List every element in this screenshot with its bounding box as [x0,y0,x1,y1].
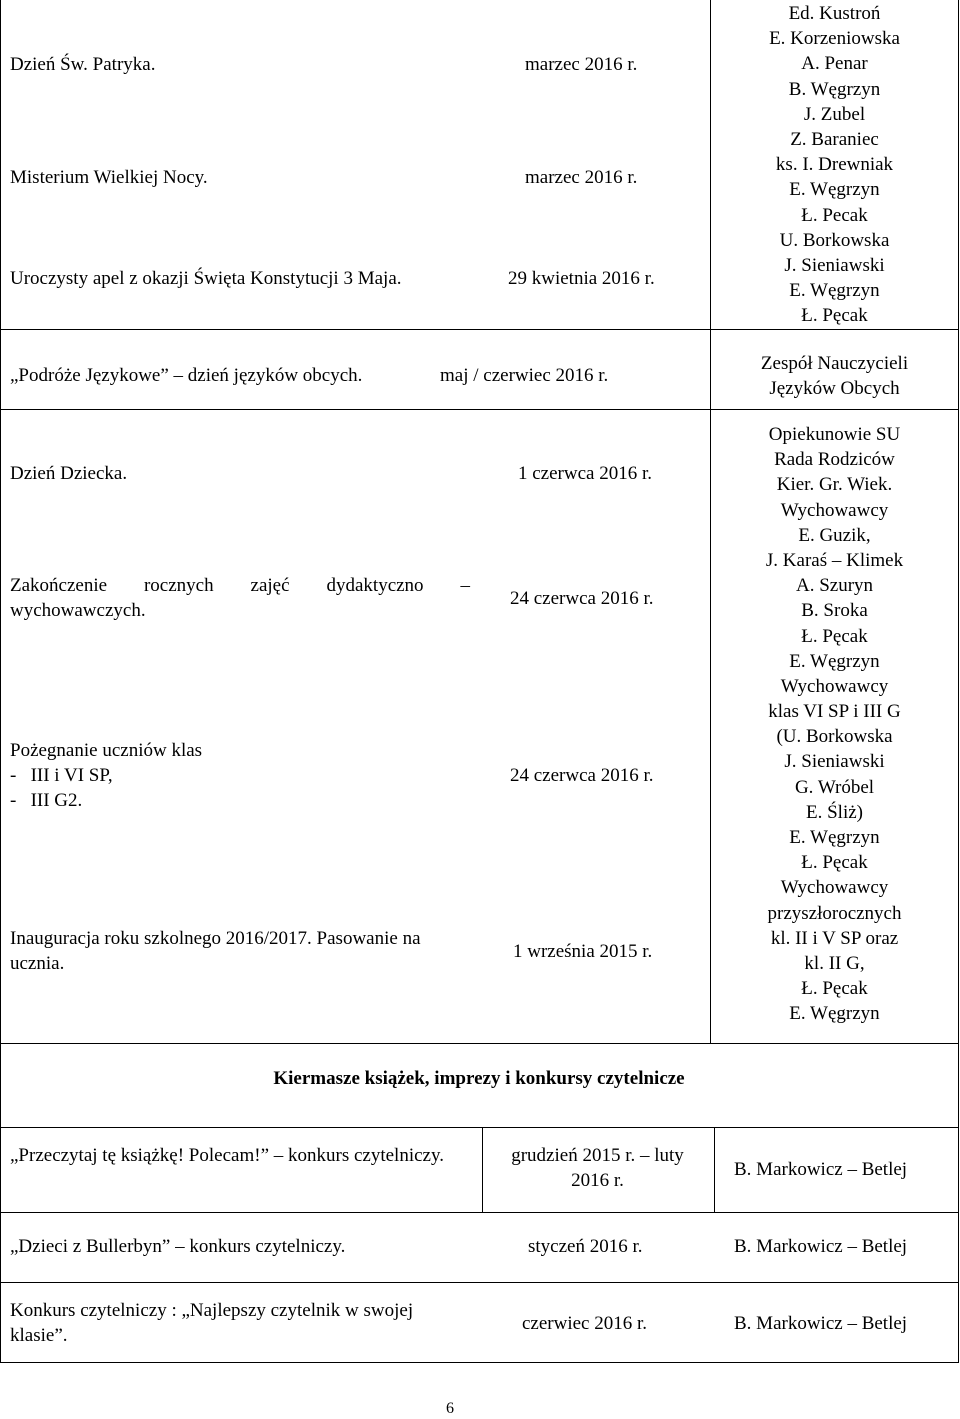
responsible-name: E. Korzeniowska [769,28,900,50]
responsible-list-top [711,1,958,328]
event-childrens-day: Dzień Dziecka. [10,463,128,484]
responsible-name: Języków Obcych [769,378,900,400]
responsible-name: Ł. Pecak [801,204,868,226]
event-end-of-year: Zakończenie rocznych zajęć dydaktyczno – wychowawczych. [10,575,470,621]
event-inauguration: Inauguracja roku szkolnego 2016/2017. Pasowanie na ucznia. [10,928,421,974]
responsible-name: Ł. Pęcak [801,305,868,327]
responsible-name: Ł. Pęcak [801,625,868,647]
person-bullerbyn: B. Markowicz – Betlej [734,1236,908,1257]
event-bullerbyn: „Dzieci z Bullerbyn” – konkurs czytelniczy. [10,1236,346,1257]
responsible-name: G. Wróbel [794,776,875,798]
responsible-name: J. Sieniawski [784,751,885,773]
responsible-name: Ł. Pęcak [801,978,868,1000]
responsible-name: E. Węgrzyn [789,179,880,201]
responsible-name: A. Szuryn [795,575,874,597]
farewell-item: - III i VI SP, [10,765,113,786]
event-language-day: „Podróże Językowe” – dzień języków obcych. [10,365,363,386]
responsible-name: J. Karaś – Klimek [765,549,904,571]
person-best-reader: B. Markowicz – Betlej [734,1313,908,1334]
responsible-name: J. Sieniawski [784,254,885,276]
responsible-name: Wychowawcy [780,877,889,899]
event-read-this-book: „Przeczytaj tę książkę! Polecam!” – konkurs czytelniczy. [10,1145,444,1166]
person-read-this-book: B. Markowicz – Betlej [734,1159,908,1180]
section-heading: Kiermasze książek, imprezy i konkursy czytelnicze [273,1068,685,1089]
responsible-name: Opiekunowie SU [768,424,901,445]
responsible-name: przyszłorocznych [767,902,902,924]
date-st-patrick: marzec 2016 r. [525,54,638,75]
date-read-this-book: grudzień 2015 r. – luty 2016 r. [511,1145,684,1191]
responsible-name: (U. Borkowska [776,726,893,748]
date-language-day: maj / czerwiec 2016 r. [440,365,609,386]
responsible-name: B. Sroka [801,600,868,622]
event-easter-mystery: Misterium Wielkiej Nocy. [10,167,208,188]
responsible-name: Wychowawcy [780,499,889,521]
responsible-name: E. Węgrzyn [789,280,880,302]
date-best-reader: czerwiec 2016 r. [522,1313,648,1334]
responsible-name: Zespół Nauczycieli [760,353,909,374]
responsible-list-mid [711,422,958,1027]
date-childrens-day: 1 czerwca 2016 r. [518,463,652,484]
event-constitution: Uroczysty apel z okazji Święta Konstytucji 3 Maja. [10,268,402,289]
responsible-name: Rada Rodziców [774,449,895,471]
responsible-name: klas VI SP i III G [768,701,901,723]
responsible-name: ks. I. Drewniak [775,154,894,176]
farewell-item: - III G2. [10,790,83,811]
responsible-name: E. Węgrzyn [789,1003,880,1025]
responsible-name: B. Węgrzyn [788,78,881,100]
date-end-of-year: 24 czerwca 2016 r. [510,588,654,609]
responsible-name: J. Zubel [803,103,866,125]
responsible-name: Kier. Gr. Wiek. [776,474,893,496]
date-inauguration: 1 września 2015 r. [513,941,653,962]
responsible-name: E. Węgrzyn [789,827,880,848]
responsible-name: E. Śliż) [806,801,863,823]
responsible-name: kl. II G, [804,952,865,974]
responsible-name: Ed. Kustroń [788,3,881,24]
responsible-name: U. Borkowska [779,229,890,251]
date-farewell: 24 czerwca 2016 r. [510,765,654,786]
responsible-name: E. Guzik, [798,524,871,546]
responsible-languages [711,351,958,401]
date-bullerbyn: styczeń 2016 r. [528,1236,643,1257]
responsible-name: Ł. Pęcak [801,852,868,874]
page-number: 6 [446,1400,454,1417]
responsible-name: Z. Baraniec [790,128,879,150]
responsible-name: kl. II i V SP oraz [770,927,899,949]
responsible-name: Wychowawcy [780,675,889,697]
event-farewell [10,738,202,813]
event-st-patrick: Dzień Św. Patryka. [10,54,156,75]
event-best-reader: Konkurs czytelniczy : „Najlepszy czytelnik w swojej klasie”. [10,1300,414,1346]
date-easter-mystery: marzec 2016 r. [525,167,638,188]
responsible-name: E. Węgrzyn [789,650,880,672]
date-constitution: 29 kwietnia 2016 r. [508,268,655,289]
farewell-title: Pożegnanie uczniów klas [10,740,203,761]
responsible-name: A. Penar [801,53,868,75]
